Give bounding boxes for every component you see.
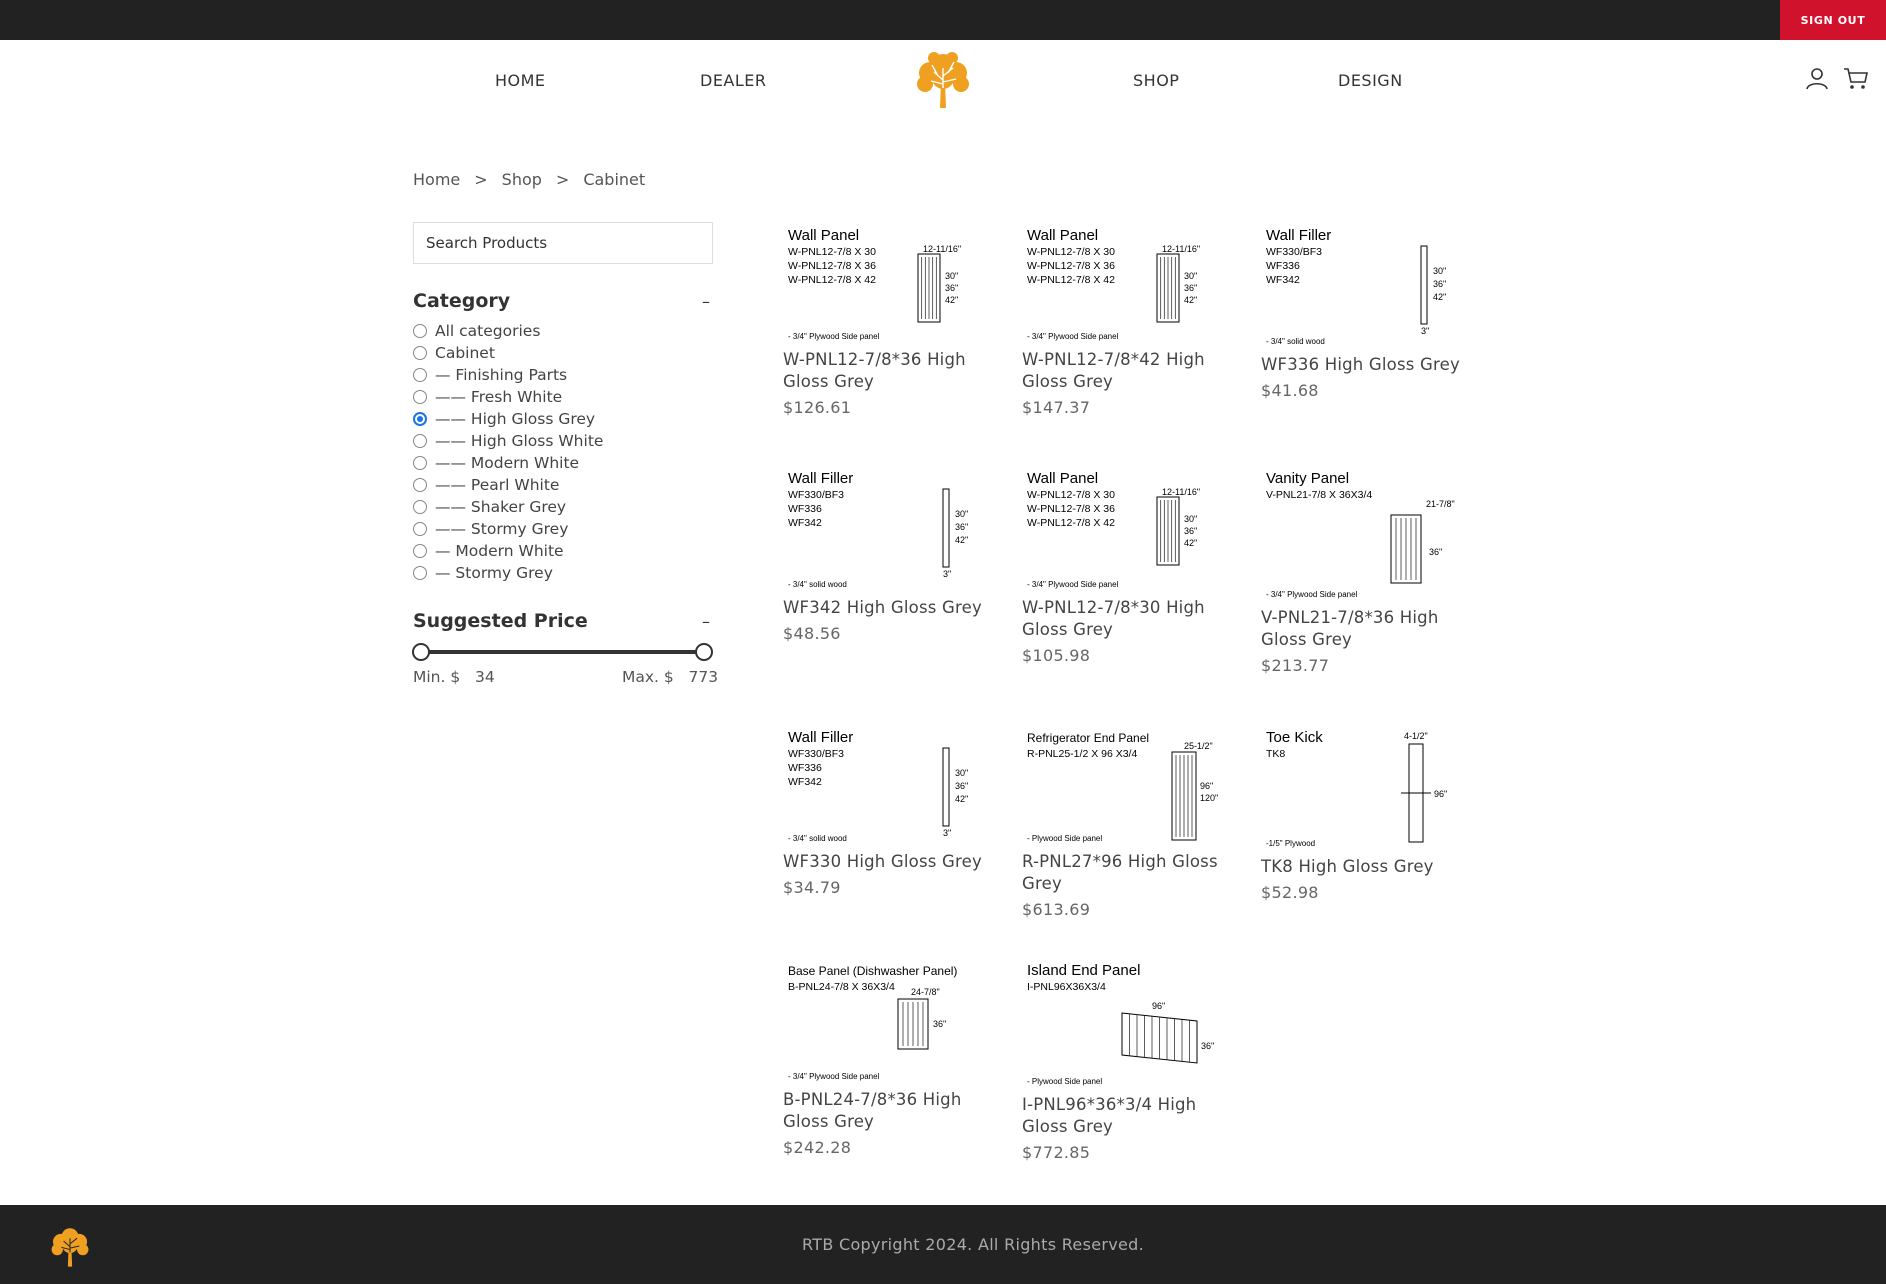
diagram-dimension: 96" (1152, 1001, 1166, 1011)
category-radio[interactable] (413, 434, 427, 448)
category-option[interactable] (413, 342, 603, 364)
tree-logo-icon[interactable] (912, 48, 974, 110)
product-name-link[interactable]: B-PNL24-7/8*36 High Gloss Grey (783, 1090, 962, 1131)
diagram-dimension: 4-1/2" (1404, 731, 1428, 741)
diagram-dimension: 24-7/8" (911, 987, 940, 997)
category-radio[interactable] (413, 566, 427, 580)
diagram-dimension: 120" (1200, 793, 1219, 803)
diagram-code: WF342 (788, 517, 822, 529)
diagram-dimension: 12-11/16" (923, 244, 962, 254)
product-price: $147.37 (1022, 398, 1091, 417)
diagram-code: W-PNL12-7/8 X 42 (1027, 517, 1115, 529)
diagram-dimension: 3" (943, 569, 952, 579)
product-card[interactable] (1022, 222, 1222, 417)
product-price: $213.77 (1261, 656, 1330, 675)
diagram-dimension: 12-11/16" (1162, 244, 1201, 254)
diagram-dimension: 36" (945, 283, 959, 293)
category-label: —— High Gloss Grey (435, 410, 596, 428)
diagram-note: - 3/4" Plywood Side panel (1027, 332, 1119, 341)
product-price: $41.68 (1261, 381, 1319, 400)
diagram-dimension: 42" (1433, 292, 1447, 302)
category-heading: Category (413, 290, 511, 312)
diagram-note: -1/5" Plywood (1266, 839, 1316, 848)
category-option[interactable] (413, 474, 603, 496)
breadcrumb-home[interactable]: Home (413, 170, 461, 189)
diagram-title: Wall Filler (788, 470, 854, 487)
diagram-dimension: 12-11/16" (1162, 487, 1201, 497)
breadcrumb-shop[interactable]: Shop (501, 170, 542, 189)
category-label: —— Shaker Grey (435, 498, 567, 516)
diagram-code: W-PNL12-7/8 X 36 (788, 260, 876, 272)
diagram-title: Wall Panel (1027, 227, 1099, 244)
product-name-link[interactable]: WF330 High Gloss Grey (783, 852, 982, 871)
filler-outline (1421, 246, 1427, 324)
category-radio[interactable] (413, 544, 427, 558)
diagram-note: - Plywood Side panel (1027, 1077, 1103, 1086)
category-label: — Modern White (435, 542, 564, 560)
diagram-title: Refrigerator End Panel (1027, 731, 1150, 745)
diagram-code: V-PNL21-7/8 X 36X3/4 (1266, 489, 1373, 501)
product-card[interactable] (783, 222, 983, 417)
diagram-title: Wall Filler (788, 729, 854, 746)
diagram-dimension: 36" (1429, 547, 1443, 557)
diagram-dimension: 30" (955, 509, 969, 519)
diagram-code: W-PNL12-7/8 X 42 (1027, 274, 1115, 286)
diagram-code: W-PNL12-7/8 X 30 (788, 246, 876, 258)
diagram-code: WF330/BF3 (788, 748, 845, 760)
price-slider-track[interactable] (421, 650, 704, 654)
diagram-note: - 3/4" solid wood (1266, 337, 1325, 346)
category-option[interactable] (413, 496, 603, 518)
product-diagram-image[interactable] (1022, 724, 1222, 849)
diagram-dimension: 36" (1184, 283, 1198, 293)
diagram-dimension: 42" (1184, 538, 1198, 548)
category-radio[interactable] (413, 522, 427, 536)
diagram-code: WF330/BF3 (788, 489, 845, 501)
cart-icon[interactable] (1843, 66, 1869, 90)
price-min-value: 34 (475, 668, 495, 686)
diagram-title: Island End Panel (1027, 962, 1141, 979)
filler-outline (943, 748, 949, 826)
product-card[interactable] (783, 724, 983, 897)
product-card[interactable] (1022, 724, 1222, 919)
diagram-note: - 3/4" Plywood Side panel (788, 1072, 880, 1081)
product-name-link[interactable]: R-PNL27*96 High Gloss Grey (1022, 852, 1218, 893)
nav-design[interactable]: DESIGN (1338, 71, 1403, 90)
category-radio[interactable] (413, 456, 427, 470)
diagram-dimension: 21-7/8" (1426, 499, 1455, 509)
product-price: $613.69 (1022, 900, 1091, 919)
category-radio[interactable] (413, 412, 427, 426)
price-heading: Suggested Price (413, 610, 588, 632)
product-name-link[interactable]: WF342 High Gloss Grey (783, 598, 982, 617)
product-diagram-image[interactable] (1261, 465, 1461, 605)
price-max-value: 773 (688, 668, 719, 686)
footer (0, 1205, 1886, 1284)
category-label: Cabinet (435, 344, 495, 362)
product-diagram-image[interactable] (1022, 222, 1222, 347)
diagram-dimension: 42" (955, 794, 969, 804)
diagram-dimension: 36" (955, 522, 969, 532)
product-diagram-image[interactable] (1022, 465, 1222, 595)
category-option[interactable] (413, 540, 603, 562)
product-card[interactable] (1022, 957, 1222, 1162)
category-option[interactable] (413, 386, 603, 408)
diagram-dimension: 36" (955, 781, 969, 791)
product-card[interactable] (1261, 724, 1461, 902)
search-products-input[interactable] (413, 222, 713, 264)
price-slider-max-handle[interactable] (695, 643, 713, 661)
copyright-text: RTB Copyright 2024. All Rights Reserved. (802, 1235, 1144, 1254)
product-card[interactable] (783, 957, 983, 1157)
price-collapse-toggle[interactable]: – (702, 612, 710, 631)
diagram-code: TK8 (1266, 748, 1286, 760)
product-card[interactable] (783, 465, 983, 643)
diagram-code: W-PNL12-7/8 X 30 (1027, 246, 1115, 258)
diagram-note: - 3/4" solid wood (788, 580, 847, 589)
price-slider-min-handle[interactable] (412, 643, 430, 661)
category-label: —— Fresh White (435, 388, 563, 406)
diagram-dimension: 3" (943, 828, 952, 838)
price-max-label: Max. $ (622, 668, 674, 686)
product-name-link[interactable]: W-PNL12-7/8*30 High Gloss Grey (1022, 598, 1205, 639)
diagram-dimension: 30" (1433, 266, 1447, 276)
diagram-title: Wall Filler (1266, 227, 1332, 244)
nav-home[interactable]: HOME (495, 71, 546, 90)
product-price: $34.79 (783, 878, 841, 897)
diagram-dimension: 30" (1184, 514, 1198, 524)
product-diagram-image[interactable] (1022, 957, 1222, 1092)
main-nav (0, 40, 1886, 120)
diagram-dimension: 96" (1434, 789, 1448, 799)
breadcrumb-current: Cabinet (583, 170, 646, 189)
category-option[interactable] (413, 320, 603, 342)
diagram-dimension: 42" (945, 295, 959, 305)
product-diagram-image[interactable] (783, 724, 983, 849)
diagram-dimension: 42" (955, 535, 969, 545)
category-label: —— Modern White (435, 454, 580, 472)
product-card[interactable] (1261, 222, 1461, 400)
category-radio[interactable] (413, 500, 427, 514)
diagram-dimension: 30" (1184, 271, 1198, 281)
product-price: $105.98 (1022, 646, 1091, 665)
product-price: $772.85 (1022, 1143, 1091, 1162)
category-label: — Stormy Grey (435, 564, 553, 582)
category-label: All categories (435, 322, 541, 340)
breadcrumb-separator: > (555, 170, 570, 189)
diagram-code: WF336 (788, 503, 822, 515)
diagram-code: R-PNL25-1/2 X 96 X3/4 (1027, 748, 1138, 760)
price-max (622, 668, 718, 686)
diagram-code: WF336 (788, 762, 822, 774)
diagram-note: - 3/4" Plywood Side panel (788, 332, 880, 341)
user-icon[interactable] (1805, 66, 1829, 90)
diagram-note: - 3/4" solid wood (788, 834, 847, 843)
sign-out-button[interactable]: SIGN OUT (1780, 0, 1886, 40)
diagram-dimension: 36" (1201, 1041, 1215, 1051)
category-list (413, 320, 603, 584)
nav-dealer[interactable]: DEALER (700, 71, 767, 90)
product-diagram-image[interactable] (1261, 222, 1461, 352)
diagram-code: W-PNL12-7/8 X 42 (788, 274, 876, 286)
category-option[interactable] (413, 430, 603, 452)
price-min-label: Min. $ (413, 668, 461, 686)
category-radio[interactable] (413, 478, 427, 492)
product-price: $48.56 (783, 624, 841, 643)
product-name-link[interactable]: TK8 High Gloss Grey (1261, 857, 1434, 876)
diagram-dimension: 42" (1184, 295, 1198, 305)
product-name-link[interactable]: W-PNL12-7/8*36 High Gloss Grey (783, 350, 966, 391)
category-option[interactable] (413, 562, 603, 584)
breadcrumb-separator: > (474, 170, 488, 189)
diagram-note: - 3/4" Plywood Side panel (1027, 580, 1119, 589)
diagram-code: I-PNL96X36X3/4 (1027, 981, 1106, 993)
diagram-dimension: 30" (945, 271, 959, 281)
diagram-code: W-PNL12-7/8 X 36 (1027, 503, 1115, 515)
nav-shop[interactable]: SHOP (1133, 71, 1180, 90)
top-bar (0, 0, 1886, 40)
product-price: $242.28 (783, 1138, 852, 1157)
diagram-note: - 3/4" Plywood Side panel (1266, 590, 1358, 599)
diagram-dimension: 96" (1200, 781, 1214, 791)
product-name-link[interactable]: WF336 High Gloss Grey (1261, 355, 1460, 374)
diagram-title: Vanity Panel (1266, 470, 1350, 487)
diagram-dimension: 36" (1184, 526, 1198, 536)
diagram-dimension: 3" (1421, 326, 1430, 336)
category-option[interactable] (413, 364, 603, 386)
category-option[interactable] (413, 452, 603, 474)
product-diagram-image[interactable] (1261, 724, 1461, 854)
category-label: —— Stormy Grey (435, 520, 569, 538)
category-label: —— High Gloss White (435, 432, 604, 450)
diagram-dimension: 36" (1433, 279, 1447, 289)
category-label: —— Pearl White (435, 476, 560, 494)
diagram-dimension: 25-1/2" (1184, 741, 1213, 751)
category-option[interactable] (413, 408, 603, 430)
product-price: $126.61 (783, 398, 852, 417)
product-diagram-image[interactable] (783, 957, 983, 1087)
product-name-link[interactable]: W-PNL12-7/8*42 High Gloss Grey (1022, 350, 1205, 391)
category-radio[interactable] (413, 368, 427, 382)
diagram-code: WF336 (1266, 260, 1300, 272)
category-option[interactable] (413, 518, 603, 540)
product-diagram-image[interactable] (783, 465, 983, 595)
breadcrumb (413, 170, 659, 189)
diagram-code: WF342 (788, 776, 822, 788)
diagram-code: B-PNL24-7/8 X 36X3/4 (788, 981, 895, 993)
diagram-dimension: 30" (955, 768, 969, 778)
diagram-title: Wall Panel (788, 227, 860, 244)
product-diagram-image[interactable] (783, 222, 983, 347)
diagram-code: W-PNL12-7/8 X 30 (1027, 489, 1115, 501)
category-label: — Finishing Parts (435, 366, 568, 384)
category-radio[interactable] (413, 346, 427, 360)
product-card[interactable] (1261, 465, 1461, 675)
product-name-link[interactable]: V-PNL21-7/8*36 High Gloss Grey (1261, 608, 1439, 649)
diagram-code: WF342 (1266, 274, 1300, 286)
category-collapse-toggle[interactable]: – (702, 292, 710, 311)
product-price: $52.98 (1261, 883, 1319, 902)
product-name-link[interactable]: I-PNL96*36*3/4 High Gloss Grey (1022, 1095, 1197, 1136)
diagram-title: Wall Panel (1027, 470, 1099, 487)
diagram-title: Base Panel (Dishwasher Panel) (788, 964, 958, 978)
diagram-code: WF330/BF3 (1266, 246, 1323, 258)
price-min (413, 668, 495, 686)
product-card[interactable] (1022, 465, 1222, 665)
diagram-code: W-PNL12-7/8 X 36 (1027, 260, 1115, 272)
diagram-title: Toe Kick (1266, 729, 1323, 746)
category-radio[interactable] (413, 324, 427, 338)
category-radio[interactable] (413, 390, 427, 404)
diagram-dimension: 36" (933, 1019, 947, 1029)
diagram-note: - Plywood Side panel (1027, 834, 1103, 843)
filler-outline (943, 489, 949, 567)
